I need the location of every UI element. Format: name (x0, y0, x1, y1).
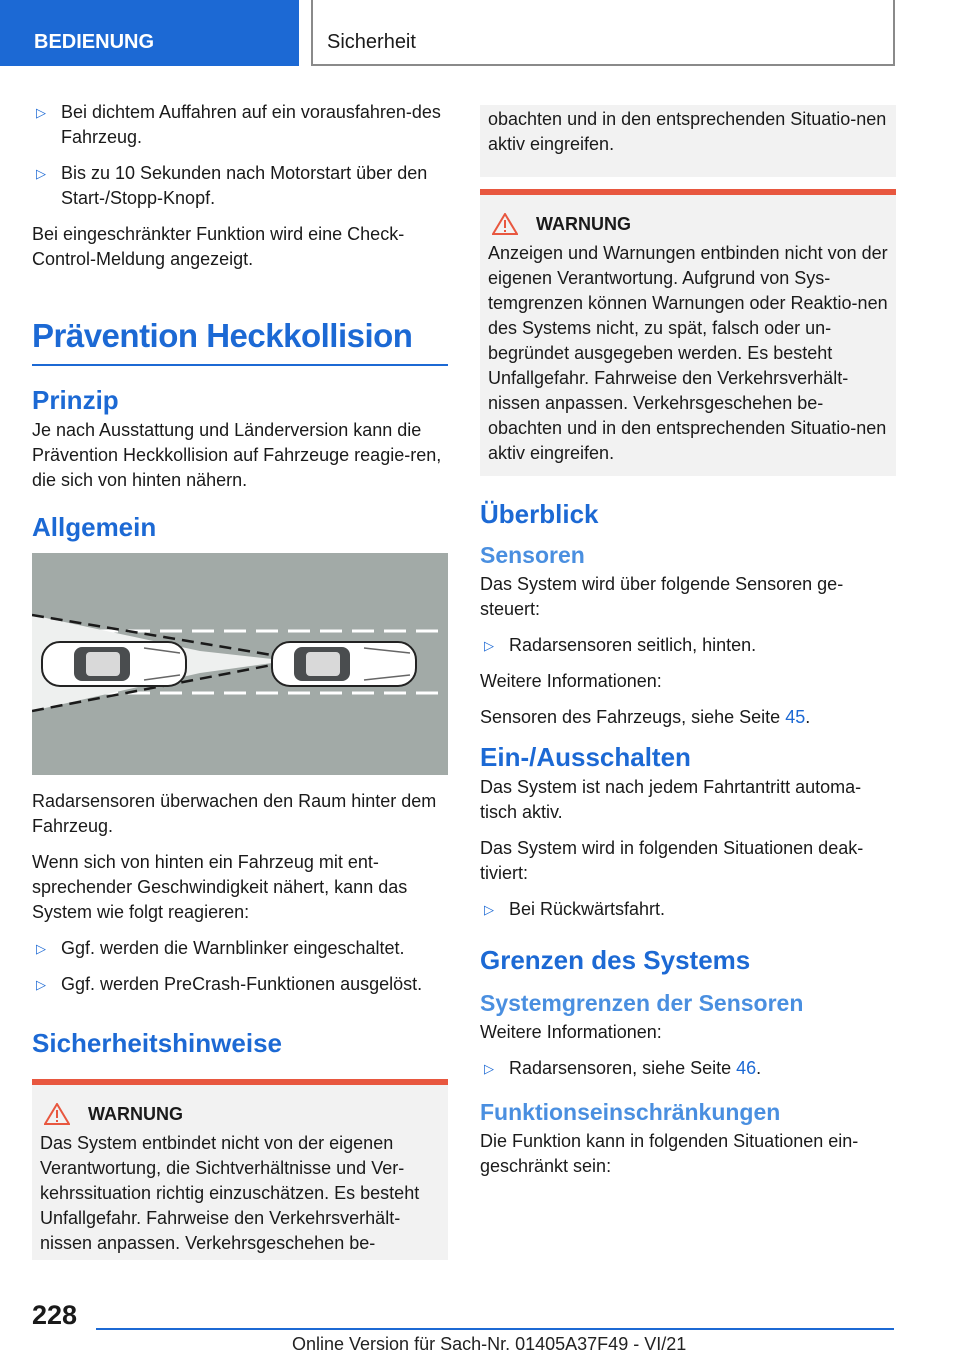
heading-prinzip: Prinzip (32, 385, 119, 415)
paragraph: Weitere Informationen: (480, 1022, 662, 1042)
paragraph: Wenn sich von hinten ein Fahrzeug mit ent-sprechender Geschwindigkeit nähert, kann das System wie folgt reagieren: (32, 852, 408, 922)
heading-sensoren: Sensoren (480, 542, 585, 568)
heading-ein-ausschalten: Ein-/Ausschalten (480, 742, 691, 772)
heading-ueberblick: Überblick (480, 499, 599, 529)
paragraph: Die Funktion kann in folgenden Situationen ein-geschränkt sein: (480, 1131, 859, 1176)
heading-systemgrenzen: Systemgrenzen der Sensoren (480, 990, 804, 1016)
warning-box (480, 189, 896, 476)
left-column (32, 100, 448, 1260)
list-item: ▷ Bis zu 10 Sekunden nach Motorstart über den Start-/Stopp-Knopf. (36, 163, 428, 208)
list-item: ▷ Bei dichtem Auffahren auf ein vorausfahren-des Fahrzeug. (36, 102, 441, 147)
heading-allgemein: Allgemein (32, 512, 157, 542)
page-footer (0, 1290, 960, 1362)
triangle-bullet-icon: ▷ (484, 638, 494, 653)
page-header (0, 0, 960, 66)
online-version-note: Online Version für Sach-Nr. 01405A37F49 - VI/21 (292, 1334, 687, 1354)
figure-caption: Radarsensoren überwachen den Raum hinter dem Fahrzeug. (32, 791, 437, 836)
page-link-45[interactable]: 45 (785, 707, 806, 727)
section-title: Sicherheit (311, 0, 895, 66)
rear-radar-illustration (32, 553, 448, 775)
paragraph: Bei eingeschränkter Funktion wird eine Check-Control-Meldung angezeigt. (32, 224, 405, 269)
page-reference: Sensoren des Fahrzeugs, siehe Seite 45. (480, 707, 811, 727)
triangle-bullet-icon: ▷ (484, 1061, 494, 1076)
warning-text: Anzeigen und Warnungen entbinden nicht von der eigenen Verantwortung. Aufgrund von Sys-temgrenzen können Warnungen oder Reaktio-nen des Systems nicht, zu spät, falsch oder un-begründet ausgegeben werden. Es besteht Unfallgefahr. Fahrweise den Verkehrsverhält-nissen anpassen. Verkehrsgeschehen be-obachten und in den entsprechenden Situatio-nen aktiv eingreifen. (488, 243, 888, 463)
page-number: 228 (32, 1300, 78, 1330)
warning-title: WARNUNG (40, 1101, 440, 1127)
heading-sicherheitshinweise: Sicherheitshinweise (32, 1028, 282, 1058)
list-item: ▷ Ggf. werden PreCrash-Funktionen ausgelöst. (32, 972, 448, 997)
list-item: ▷ Radarsensoren seitlich, hinten. (480, 633, 896, 658)
rear-car-icon (42, 642, 186, 686)
heading-grenzen: Grenzen des Systems (480, 945, 751, 975)
triangle-bullet-icon: ▷ (36, 166, 46, 181)
warning-triangle-icon (492, 213, 518, 235)
paragraph: Das System wird in folgenden Situationen deak-tiviert: (480, 838, 864, 883)
own-car-icon (272, 642, 416, 686)
warning-text: obachten und in den entsprechenden Situatio-nen aktiv eingreifen. (488, 109, 887, 154)
paragraph: Das System ist nach jedem Fahrtantritt automa-tisch aktiv. (480, 777, 862, 822)
triangle-bullet-icon: ▷ (36, 941, 46, 956)
page-title: Prävention Heckkollision (32, 316, 448, 366)
warning-title: WARNUNG (488, 211, 888, 237)
list-item: ▷ Ggf. werden die Warnblinker eingeschaltet. (32, 936, 448, 961)
warning-text: Das System entbindet nicht von der eigenen Verantwortung, die Sichtverhältnisse und Ver-kehrssituation richtig einzuschätzen. Es besteht Unfallgefahr. Fahrweise den Verkehrsverhält-nissen anpassen. Verkehrsgeschehen be- (40, 1133, 420, 1253)
heading-funktionseinschraenkungen: Funktionseinschränkungen (480, 1099, 781, 1125)
list-item: ▷ Radarsensoren, siehe Seite 46. (480, 1056, 896, 1081)
right-column (480, 105, 896, 1190)
paragraph: Je nach Ausstattung und Länderversion kann die Prävention Heckkollision auf Fahrzeuge reagie-ren, die sich von hinten nähern. (32, 420, 442, 490)
paragraph: Das System wird über folgende Sensoren ge-steuert: (480, 574, 844, 619)
warning-triangle-icon (44, 1103, 70, 1125)
footer-divider (96, 1328, 894, 1330)
chapter-tab: BEDIENUNG (0, 0, 299, 66)
warning-box-continued (480, 105, 896, 177)
triangle-bullet-icon: ▷ (484, 902, 494, 917)
list-item: ▷ Bei Rückwärtsfahrt. (480, 897, 896, 922)
warning-box (32, 1079, 448, 1260)
triangle-bullet-icon: ▷ (36, 105, 46, 120)
paragraph: Weitere Informationen: (480, 671, 662, 691)
page-link-46[interactable]: 46 (736, 1058, 757, 1078)
triangle-bullet-icon: ▷ (36, 977, 46, 992)
